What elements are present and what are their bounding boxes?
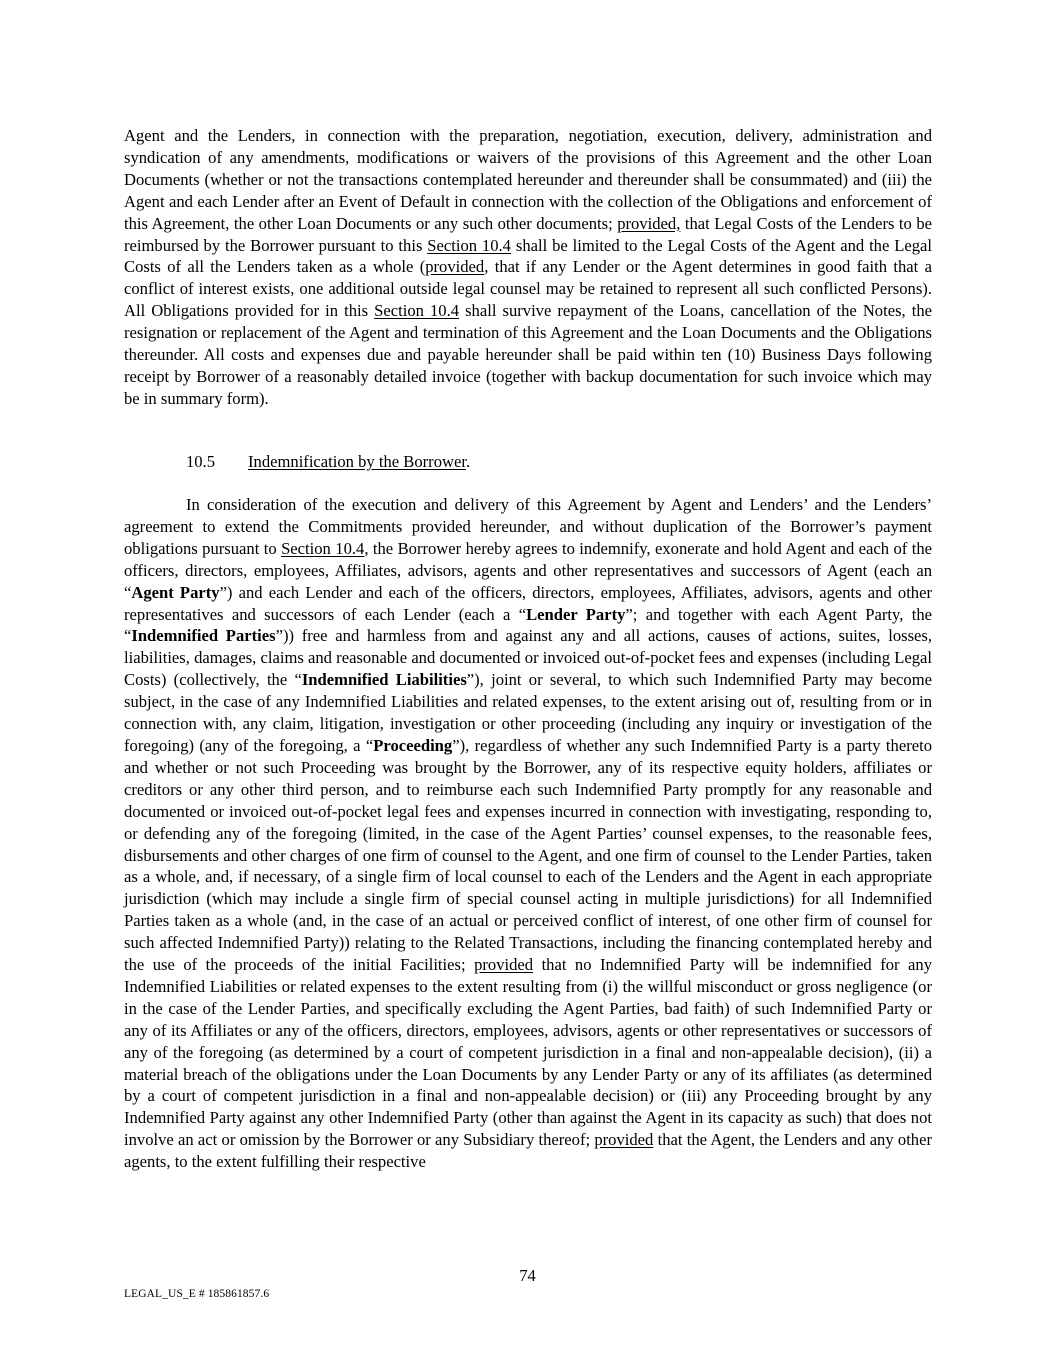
text-run: , the Borrower hereby agrees to indemnify, exonerate and hold Agent and each of the officers, directors, employees, Affiliates, advisors, agents and other representatives and successors of Agent (each an “ — [124, 538, 933, 602]
defined-term-agent-party: Agent Party — [131, 582, 220, 602]
provided-term: provided — [594, 1130, 654, 1150]
page-number: 74 — [519, 1266, 536, 1285]
section-title: Indemnification by the Borrower — [248, 452, 466, 471]
defined-term-indemnified-parties: Indemnified Parties — [131, 626, 276, 646]
section-reference: Section 10.4 — [281, 538, 365, 558]
text-run: ”) and each Lender and each of the officers, directors, employees, Affiliates, advisors, agents and other representatives and successors of each Lender (each a “ — [124, 582, 932, 624]
text-run: In consideration of the execution and delivery of this Agreement by Agent and Lenders’ and the Lenders’ agreement to extend the Commitments provided hereunder, and without duplication of the Borrower’s payment obligations pursuant to — [124, 495, 932, 558]
section-reference: Section 10.4 — [374, 301, 460, 321]
text-run: ”), regardless of whether any such Indemnified Party is a party thereto and whether or not such Proceeding was brought by the Borrower, any of its respective equity holders, affiliates or creditors or any other third person, and to reimburse each such Indemnified Party promptly for any reasonable and documented or invoiced out-of-pocket legal fees and expenses incurred in connection with investigating, responding to, or defending any of the foregoing (limited, in the case of the Agent Parties’ counsel expenses, to the reasonable fees, disbursements and other charges of one firm of counsel to the Agent, and one firm of counsel to the Lender Parties, taken as a whole, and, if necessary, of a single firm of local counsel to each of the Lenders and the Agent in each appropriate jurisdiction (which may include a single firm of special counsel acting in multiple jurisdictions) for all Indemnified Parties taken as a whole (and, in the case of an actual or perceived conflict of interest, of one other firm of counsel for such affected Indemnified Party)) relating to the Related Transactions, including the financing contemplated hereby and the use of the proceeds of the initial Facilities; — [124, 735, 932, 975]
text-run: that no Indemnified Party will be indemnified for any Indemnified Liabilities or related expenses to the extent resulting from (i) the willful misconduct or gross negligence (or in the case of the Lender Parties, and specifically excluding the Agent Parties, bad faith) of such Indemnified Party or any of its Affiliates or any of the officers, directors, employees, advisors, agents or other representatives or successors of any of the foregoing (as determined by a court of competent jurisdiction in a final and non-appealable decision), (ii) a material breach of the obligations under the Loan Documents by any Lender Party or any of its affiliates (as determined by a court of competent jurisdiction in a final and non-appealable decision) or (iii) any Proceeding brought by any Indemnified Party against any other Indemnified Party (other than against the Agent in its capacity as such) that does not involve an act or omission by the Borrower or any Subsidiary thereof; — [124, 955, 933, 1150]
defined-term-indemnified-liabilities: Indemnified Liabilities — [301, 670, 467, 690]
text-run: ”; and together with each Agent Party, the “ — [124, 604, 932, 646]
text-run: shall survive repayment of the Loans, cancellation of the Notes, the resignation or replacement of the Agent and termination of this Agreement and the Loan Documents and the Obligations thereunder. All costs and expenses due and payable hereunder shall be paid within ten (10) Business Days following receipt by Borrower of a reasonably detailed invoice (together with backup documentation for such invoice which may be in summary form). — [124, 301, 933, 408]
section-title-period: . — [465, 452, 471, 471]
provided-term: provided, — [617, 213, 681, 233]
text-run: , that if any Lender or the Agent determines in good faith that a conflict of interest exists, one additional outside legal counsel may be retained to represent all such conflicted Persons). All Obligations provided for in this — [124, 257, 932, 321]
defined-term-lender-party: Lender Party — [526, 604, 626, 624]
provided-term: provided — [425, 257, 485, 277]
section-10-5-body-paragraph — [124, 494, 932, 1173]
section-number: 10.5 — [186, 452, 216, 471]
text-run: ”), joint or several, to which such Indemnified Party may become subject, in the case of any Indemnified Liabilities and related expenses, to the extent arising out of, resulting from or in connection with, any claim, litigation, investigation or other proceeding (including any inquiry or investigation of the foregoing) (any of the foregoing, a “ — [124, 670, 932, 755]
text-run: shall be limited to the Legal Costs of the Agent and the Legal Costs of all the Lenders taken as a whole ( — [124, 235, 932, 277]
defined-term-proceeding: Proceeding — [373, 735, 453, 755]
section-10-4-continuation-paragraph — [124, 125, 932, 410]
section-reference: Section 10.4 — [427, 235, 511, 255]
provided-term: provided — [474, 955, 534, 975]
document-id-footer: LEGAL_US_E # 185861857.6 — [124, 1288, 270, 1300]
text-run: Agent and the Lenders, in connection with the preparation, negotiation, execution, delivery, administration and syndication of any amendments, modifications or waivers of the provisions of this Agreement and the other Loan Documents (whether or not the transactions contemplated hereunder and thereunder shall be consummated) and (iii) the Agent and each Lender after an Event of Default in connection with the collection of the Obligations and enforcement of this Agreement, the other Loan Documents or any such other documents; — [124, 126, 932, 233]
text-run: that Legal Costs of the Lenders to be reimbursed by the Borrower pursuant to this — [124, 213, 932, 255]
text-run: ”)) free and harmless from and against any and all actions, causes of actions, suites, losses, liabilities, damages, claims and reasonable and documented or invoiced out-of-pocket fees and expenses (including Legal Costs) (collectively, the “ — [124, 626, 933, 690]
section-10-5-heading — [186, 451, 470, 473]
text-run: that the Agent, the Lenders and any other agents, to the extent fulfilling their respective — [124, 1130, 932, 1172]
